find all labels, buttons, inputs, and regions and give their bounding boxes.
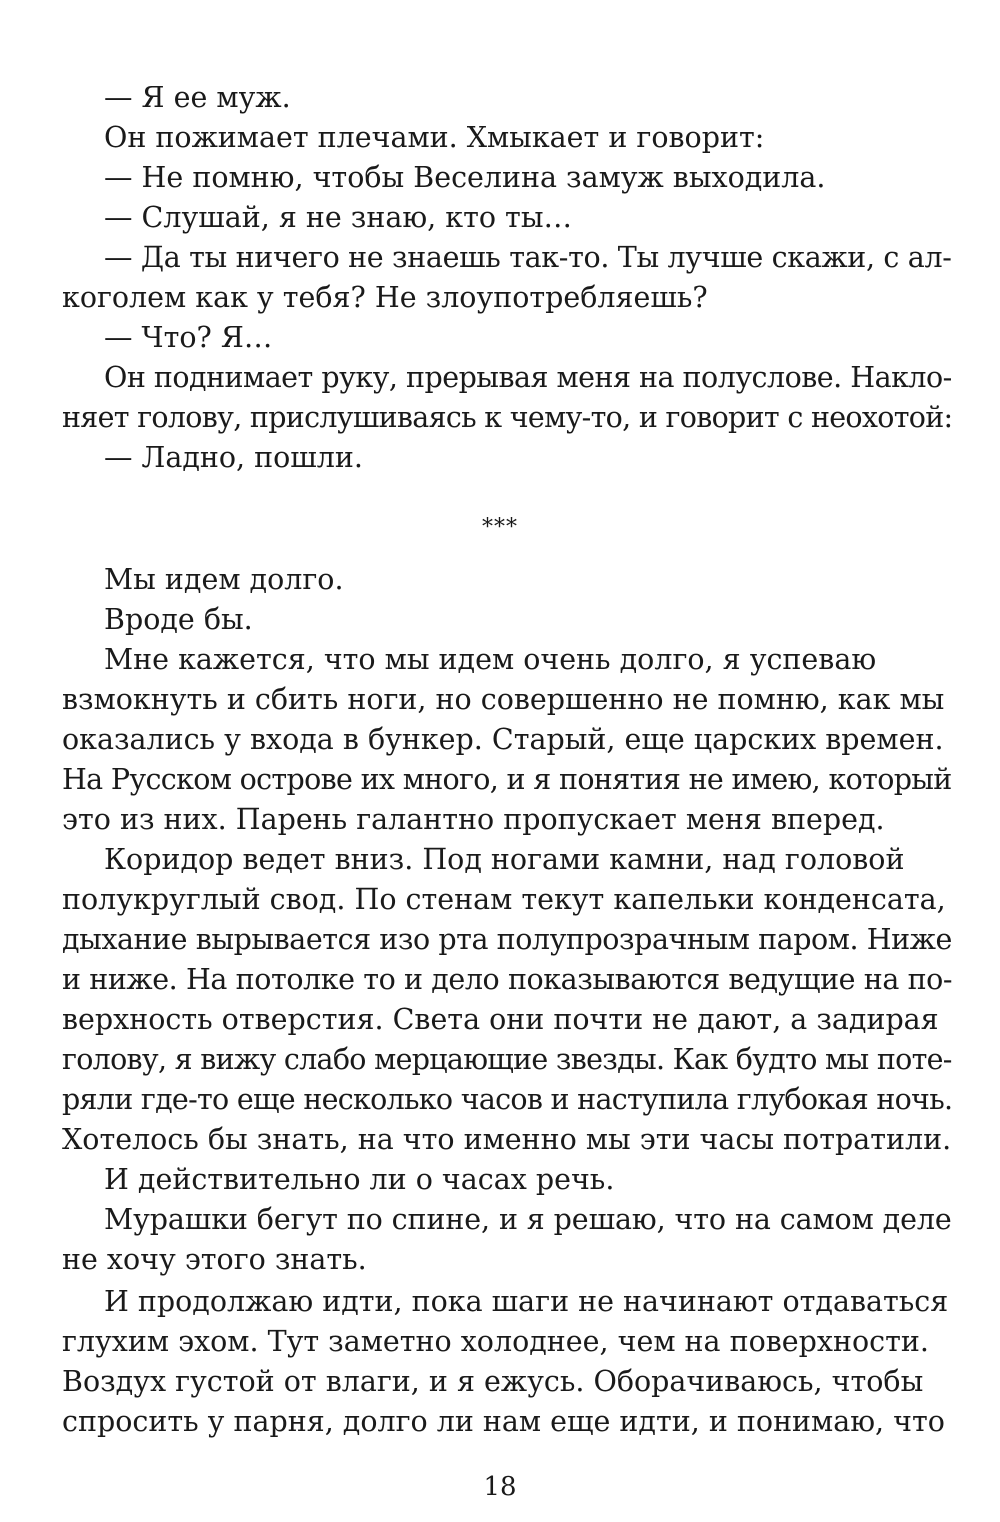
text-line: взмокнуть и сбить ноги, но совершенно не помню, как мы: [62, 683, 945, 716]
text-line: Хотелось бы знать, на что именно мы эти часы потратили.: [62, 1123, 952, 1156]
text-line: коголем как у тебя? Не злоупотребляешь?: [62, 281, 708, 314]
text-line: дыхание вырывается изо рта полупрозрачным паром. Ниже: [62, 923, 952, 956]
text-line: Воздух густой от влаги, и я ежусь. Оборачиваюсь, чтобы: [62, 1365, 924, 1398]
text-line: глухим эхом. Тут заметно холоднее, чем на поверхности.: [62, 1325, 929, 1358]
text-line: И продолжаю идти, пока шаги не начинают отдаваться: [104, 1285, 949, 1318]
text-line: И действительно ли о часах речь.: [104, 1163, 615, 1196]
text-line: — Не помню, чтобы Веселина замуж выходила.: [104, 161, 826, 194]
text-line: Вроде бы.: [104, 603, 253, 636]
text-line: — Что? Я…: [104, 321, 273, 354]
text-line: Мурашки бегут по спине, и я решаю, что на самом деле: [104, 1203, 952, 1236]
text-line: Мне кажется, что мы идем очень долго, я успеваю: [104, 643, 877, 676]
text-line: няет голову, прислушиваясь к чему-то, и говорит с неохотой:: [62, 401, 953, 434]
text-line: На Русском острове их много, и я понятия не имею, который: [62, 763, 952, 796]
section-divider: ***: [482, 515, 518, 540]
text-line: верхность отверстия. Света они почти не дают, а задирая: [62, 1003, 939, 1036]
text-line: Коридор ведет вниз. Под ногами камни, над головой: [104, 843, 905, 876]
text-line: — Я ее муж.: [104, 81, 291, 114]
text-line: — Да ты ничего не знаешь так-то. Ты лучше скажи, с ал-: [104, 241, 952, 274]
text-line: не хочу этого знать.: [62, 1243, 367, 1276]
text-line: оказались у входа в бункер. Старый, еще царских времен.: [62, 723, 944, 756]
text-line: Он пожимает плечами. Хмыкает и говорит:: [104, 121, 765, 154]
text-line: — Слушай, я не знаю, кто ты…: [104, 201, 573, 234]
text-line: Мы идем долго.: [104, 563, 344, 596]
page-number: 18: [483, 1472, 517, 1502]
text-line: голову, я вижу слабо мерцающие звезды. Как будто мы поте-: [62, 1043, 952, 1076]
text-line: ряли где-то еще несколько часов и наступила глубокая ночь.: [62, 1083, 953, 1116]
text-line: спросить у парня, долго ли нам еще идти, и понимаю, что: [62, 1405, 945, 1438]
text-line: — Ладно, пошли.: [104, 441, 363, 474]
text-line: и ниже. На потолке то и дело показываются ведущие на по-: [62, 963, 953, 996]
text-line: полукруглый свод. По стенам текут капельки конденсата,: [62, 883, 946, 916]
text-line: Он поднимает руку, прерывая меня на полуслове. Накло-: [104, 361, 952, 394]
text-line: это из них. Парень галантно пропускает меня вперед.: [62, 803, 885, 836]
